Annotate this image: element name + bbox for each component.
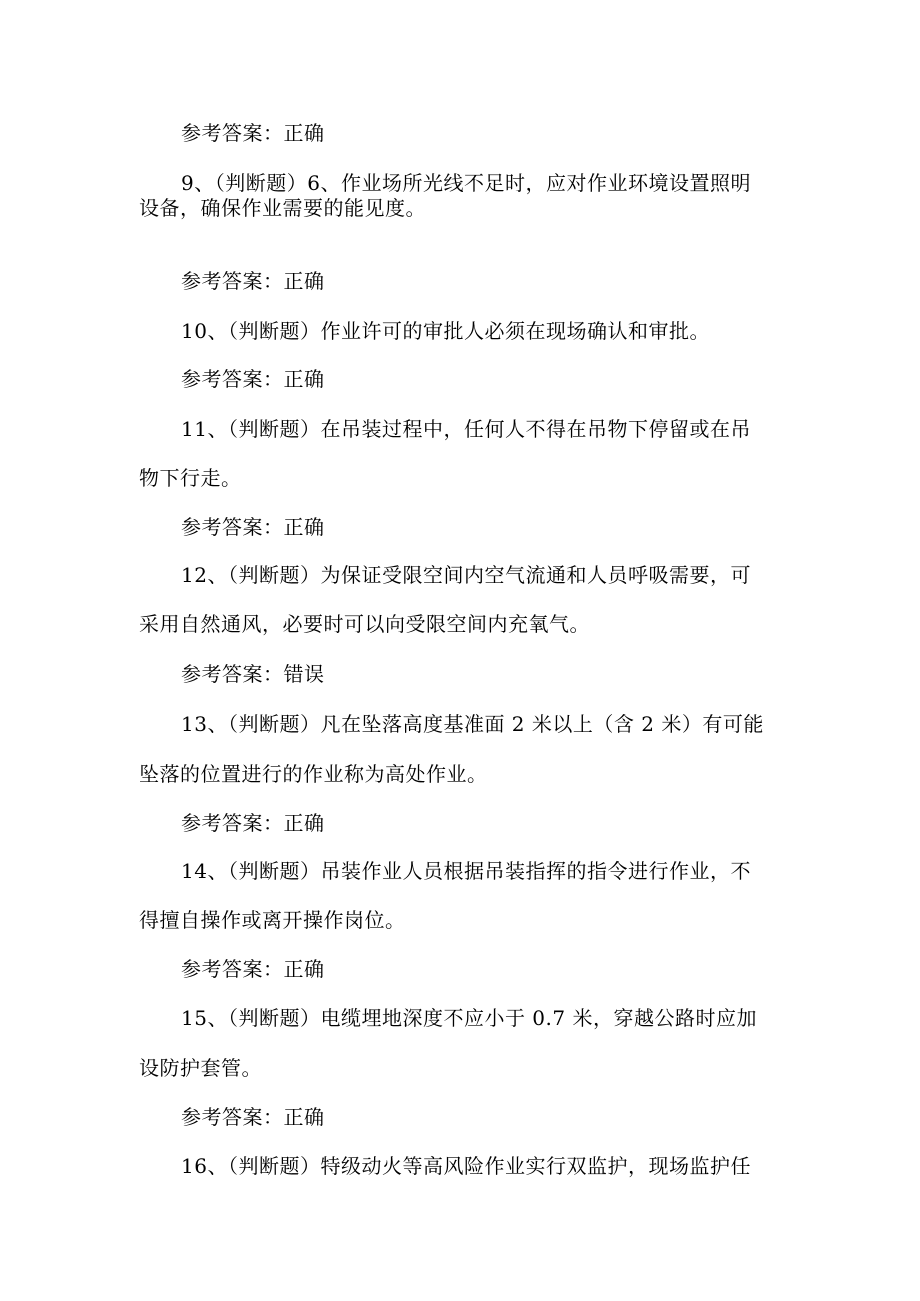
question-line: 12、（判断题）为保证受限空间内空气流通和人员呼吸需要，可 bbox=[181, 563, 751, 587]
answer-line: 参考答案：正确 bbox=[181, 811, 325, 835]
answer-line: 参考答案：正确 bbox=[181, 121, 325, 145]
question-line-continued: 采用自然通风，必要时可以向受限空间内充氧气。 bbox=[139, 612, 590, 636]
question-line-continued: 坠落的位置进行的作业称为高处作业。 bbox=[139, 762, 488, 786]
answer-line: 参考答案：正确 bbox=[181, 367, 325, 391]
answer-line: 参考答案：正确 bbox=[181, 515, 325, 539]
answer-line: 参考答案：错误 bbox=[181, 662, 325, 686]
question-line: 14、（判断题）吊装作业人员根据吊装指挥的指令进行作业，不 bbox=[181, 859, 751, 883]
question-line-continued: 设防护套管。 bbox=[139, 1056, 262, 1080]
answer-line: 参考答案：正确 bbox=[181, 957, 325, 981]
question-line: 13、（判断题）凡在坠落高度基准面 2 米以上（含 2 米）有可能 bbox=[181, 712, 764, 736]
answer-line: 参考答案：正确 bbox=[181, 1105, 325, 1129]
question-line: 10、（判断题）作业许可的审批人必须在现场确认和审批。 bbox=[181, 319, 710, 343]
question-line-continued: 物下行走。 bbox=[139, 466, 242, 490]
question-line: 11、（判断题）在吊装过程中，任何人不得在吊物下停留或在吊 bbox=[181, 417, 751, 441]
question-line: 15、（判断题）电缆埋地深度不应小于 0.7 米，穿越公路时应加 bbox=[181, 1006, 757, 1030]
question-line-continued: 得擅自操作或离开操作岗位。 bbox=[139, 908, 406, 932]
question-line: 9、（判断题）6、作业场所光线不足时，应对作业环境设置照明 bbox=[181, 171, 751, 195]
answer-line: 参考答案：正确 bbox=[181, 269, 325, 293]
question-line: 16、（判断题）特级动火等高风险作业实行双监护，现场监护任 bbox=[181, 1154, 751, 1178]
question-line-continued: 设备，确保作业需要的能见度。 bbox=[139, 196, 426, 220]
